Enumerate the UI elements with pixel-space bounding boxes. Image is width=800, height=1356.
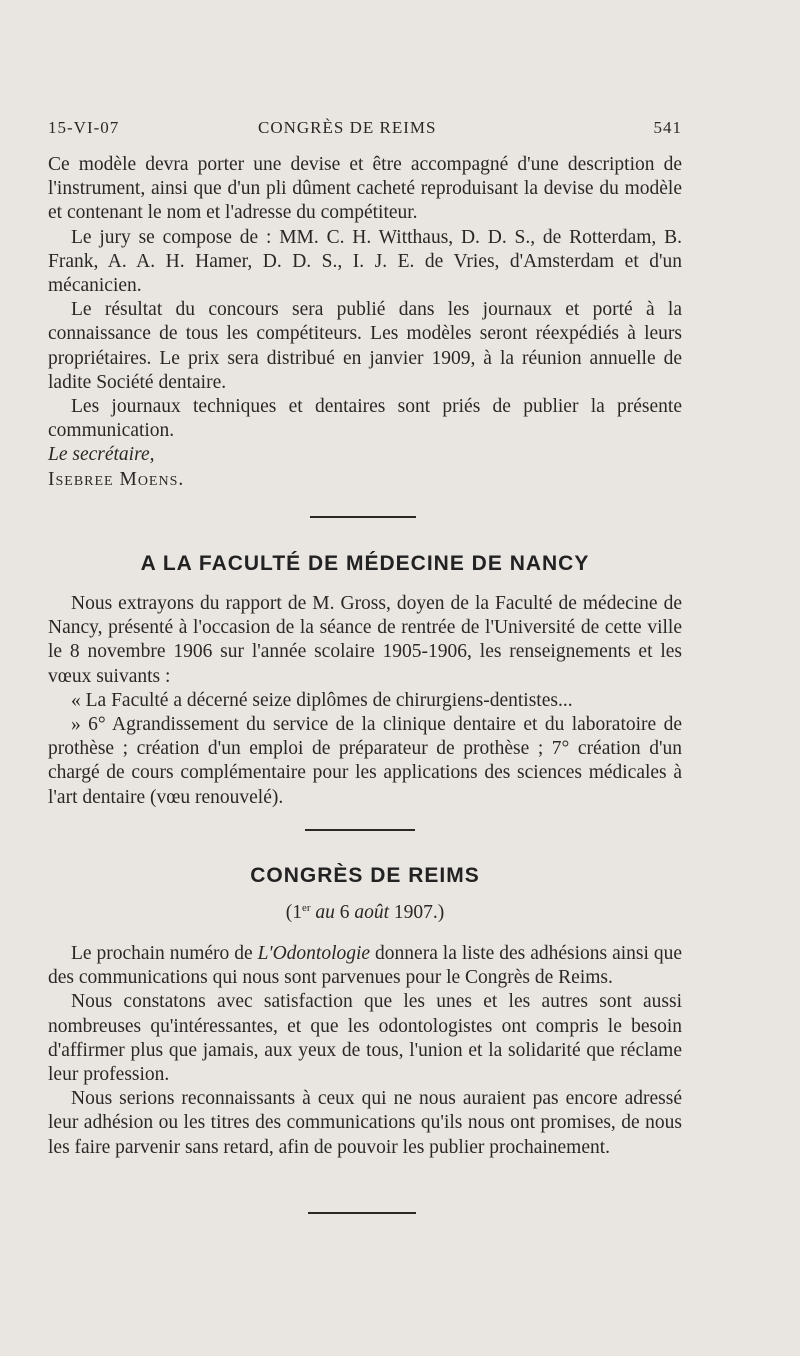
section-continued-text [48, 153, 682, 492]
date-ordinal: er [301, 902, 311, 914]
paragraph: Nous constatons avec satisfaction que les unes et les autres sont aussi nombreuses qu'intéressantes, et que les odontologistes ont compris le besoin d'affirmer plus que jamais, aux yeux de tous, l'union et la solidarité que réclame leur profession. [48, 991, 682, 1086]
page-number: 541 [653, 118, 682, 137]
signature-name: Isebree Moens. [48, 468, 185, 490]
paragraph: Le jury se compose de : MM. C. H. Witthaus, D. D. S., de Rotterdam, B. Frank, A. A. H. Hamer, D. D. S., I. J. E. de Vries, d'Amsterdam et d'un mécanicien. [48, 226, 682, 297]
date-month: août [354, 902, 390, 923]
section-heading-nancy: A LA FACULTÉ DE MÉDECINE DE NANCY [140, 552, 590, 575]
journal-title: L'Odontologie [257, 943, 371, 964]
section-nancy-text [48, 592, 682, 810]
running-header [48, 118, 682, 144]
congress-dates [0, 902, 730, 924]
paragraph: « La Faculté a décerné seize diplômes de chirurgiens-dentistes... [71, 689, 573, 711]
paragraph: Les journaux techniques et dentaires sont priés de publier la présente communication. [48, 396, 682, 442]
paragraph-end: donnera la liste des adhésions ainsi que des communications qui nous sont parvenues pour le Congrès de Reims. [48, 943, 683, 989]
paragraph: Nous serions reconnaissants à ceux qui ne nous auraient pas encore adressé leur adhésion ou les titres des communications qu'ils nous ont promises, de nous les faire parvenir sans retard, afin de pouvoir les publier prochainement. [48, 1088, 682, 1158]
section-divider [305, 829, 415, 831]
date-preposition: au [315, 902, 335, 923]
header-title: CONGRÈS DE REIMS [258, 118, 437, 137]
paragraph-start: Le prochain numéro de [71, 943, 253, 964]
paragraph [48, 942, 682, 990]
paragraph: Le résultat du concours sera publié dans les journaux et porté à la connaissance de tous les compétiteurs. Les modèles seront réexpédiés à leurs propriétaires. Le prix sera distribué en janvier 1909, à la réunion annuelle de ladite Société dentaire. [48, 299, 682, 393]
date-close: 1907.) [393, 902, 445, 923]
paragraph: Ce modèle devra porter une devise et être accompagné d'une description de l'instrument, ainsi que d'un pli dûment cacheté reproduisant la devise du modèle et contenant le nom et l'adresse du compétiteur. [48, 154, 682, 224]
date-day: 6 [339, 902, 350, 923]
paragraph: » 6° Agrandissement du service de la clinique dentaire et du laboratoire de prothèse ; création d'un emploi de préparateur de prothèse ; 7° création d'un chargé de cours complémentaire pour les applications des sciences médicales à l'art dentaire (vœu renouvelé). [48, 714, 682, 808]
section-divider [308, 1212, 416, 1214]
section-divider [310, 516, 416, 518]
signature-title: Le secrétaire, [48, 444, 155, 466]
header-date: 15-VI-07 [48, 118, 120, 137]
section-reims-text [48, 942, 682, 1160]
date-open: (1 [285, 902, 302, 923]
paragraph: Nous extrayons du rapport de M. Gross, doyen de la Faculté de médecine de Nancy, présenté à l'occasion de la séance de rentrée de l'Université de cette ville le 8 novembre 1906 sur l'année scolaire 1905-1906, les renseignements et les vœux suivants : [48, 593, 682, 687]
section-heading-reims: CONGRÈS DE REIMS [250, 864, 480, 887]
